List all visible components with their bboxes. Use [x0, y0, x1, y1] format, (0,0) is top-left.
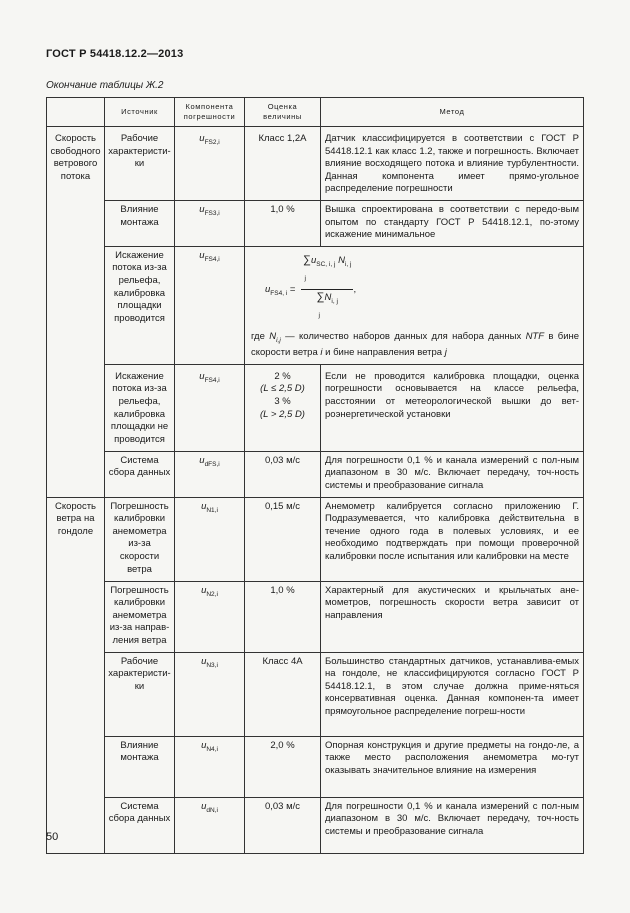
weighted-average-formula: $u_{FS4, i}$ = $\sum u_{SC, i, j}$ $N_{i, j}$ $_j$ $\sum N_{i, j}$ $_j$ ,: [251, 250, 579, 331]
method-cell: Большинство стандартных датчиков, устанавлива-емых на гондоле, не классифицируются согласно ГОСТ Р 54418.12.1, в этом случае должна приме-няться консервативная оценка. Данная компонен-та имеет прямоугольное распределение погреш-ности: [321, 652, 584, 736]
estimate-cell: 2 % (L ≤ 2,5 D) 3 % (L > 2,5 D): [245, 364, 321, 451]
symbol-letter: u: [199, 133, 205, 144]
table-row: [47, 246, 584, 364]
method-cell: Для погрешности 0,1 % и канала измерений с пол-ным диапазоном в 30 м/с. Включает передачу, точ-ность системы и преобразование сигнала: [321, 797, 584, 853]
page-number: 50: [46, 831, 59, 843]
formula-numerator: $\sum u_{SC, i, j}$ $N_{i, j}$ $_j$: [301, 254, 353, 290]
symbol-cell: [175, 200, 245, 246]
table-caption: Окончание таблицы Ж.2: [46, 80, 164, 91]
symbol-cell: [175, 652, 245, 736]
method-cell: Вышка спроектирована в соответствии с передо-вым опытом по стандарту ГОСТ Р 54418.12.1, по-этому искажение минимальное: [321, 200, 584, 246]
symbol-letter: u: [199, 454, 205, 466]
symbol-subscript: dFS,i: [204, 460, 220, 468]
formula-denominator: $\sum N_{i, j}$ $_j$: [316, 290, 338, 320]
table-row: [47, 200, 584, 246]
document-header: ГОСТ Р 54418.12.2—2013: [46, 48, 184, 60]
symbol-letter: u: [201, 500, 207, 512]
symbol-cell: [175, 497, 245, 581]
estimate-cell: 1,0 %: [245, 581, 321, 652]
group-source-nacelle: Скорость ветра на гондоле: [47, 497, 105, 853]
symbol-cell: [175, 364, 245, 451]
symbol-subscript: FS4,i: [204, 376, 220, 384]
table-row: [47, 581, 584, 652]
estimate-cell: Класс 1,2А: [245, 127, 321, 201]
symbol-subscript: dN,i: [206, 806, 218, 814]
estimate-cell: Класс 4А: [245, 652, 321, 736]
component-cell: Влияние монтажа: [105, 200, 175, 246]
header-source: Источник: [105, 98, 175, 127]
estimate-cell: 0,03 м/с: [245, 797, 321, 853]
component-cell: Система сбора данных: [105, 797, 175, 853]
component-cell: Погрешность калибровки анемометра из-за скорости ветра: [105, 497, 175, 581]
component-cell: Искажение потока из-за рельефа, калибровка площадки не проводится: [105, 364, 175, 451]
estimate-cell: 2,0 %: [245, 736, 321, 797]
symbol-subscript: N1,i: [206, 506, 218, 514]
table-row: [47, 127, 584, 201]
symbol-letter: u: [201, 584, 207, 596]
symbol-letter: u: [199, 370, 205, 382]
formula-explanation: где $N_{i,j}$ — количество наборов данных для набора данных NTF в бине скорости ветра i и бине направления ветра j: [251, 330, 580, 359]
symbol-cell: [175, 127, 245, 201]
estimate-cell: 0,15 м/с: [245, 497, 321, 581]
component-cell: Искажение потока из-за рельефа, калибровка площадки проводится: [105, 246, 175, 364]
header-method: Метод: [321, 98, 584, 127]
header-component: Компонента погрешности: [175, 98, 245, 127]
header-estimate: Оценка величины: [245, 98, 321, 127]
symbol-subscript: N4,i: [206, 745, 218, 753]
symbol-letter: u: [201, 800, 207, 812]
symbol-cell: [175, 451, 245, 497]
symbol-cell: [175, 797, 245, 853]
formula-fraction: [301, 254, 353, 325]
component-cell: Рабочие характеристи-ки: [105, 652, 175, 736]
symbol-subscript: FS4,i: [204, 255, 220, 263]
table-row: [47, 652, 584, 736]
symbol-cell: [175, 736, 245, 797]
table-header-row: [47, 98, 584, 127]
symbol-letter: u: [201, 739, 207, 751]
symbol-subscript: N2,i: [206, 590, 218, 598]
component-cell: Погрешность калибровки анемометра из-за направ-ления ветра: [105, 581, 175, 652]
symbol-letter: u: [201, 655, 207, 667]
table-row: [47, 797, 584, 853]
method-cell: Опорная конструкция и другие предметы на гондо-ле, а также место расположения анемометра мо-гут оказывать значительное влияние на измерения: [321, 736, 584, 797]
table-row: [47, 451, 584, 497]
table-row: [47, 497, 584, 581]
uncertainty-table: [46, 97, 584, 854]
component-cell: Система сбора данных: [105, 451, 175, 497]
symbol-subscript: FS2,i: [204, 138, 220, 146]
method-cell: Если не проводится калибровка площадки, оценка погрешности основывается на классе рельефа, расстоянии от метеорологической вышки до вет-роэнергетической установки: [321, 364, 584, 451]
estimate-cell: 0,03 м/с: [245, 451, 321, 497]
method-cell: Анемометр калибруется согласно приложению Г. Подразумевается, что калибровка действительна в течение одного года в полевых условиях, и ее необходимо подтверждать при помощи проверочной калибровки после испытания или калибровки на месте: [321, 497, 584, 581]
symbol-cell: [175, 246, 245, 364]
empty-header-cell: [47, 98, 105, 127]
component-cell: Влияние монтажа: [105, 736, 175, 797]
method-cell: Для погрешности 0,1 % и канала измерений с пол-ным диапазоном в 30 м/с. Включает передачу, точ-ность системы и преобразование сигнала: [321, 451, 584, 497]
component-cell: Рабочие характеристи-ки: [105, 127, 175, 201]
method-cell: Характерный для акустических и крыльчатых ане-мометров, погрешность скорости ветра зависит от направления: [321, 581, 584, 652]
symbol-letter: u: [199, 249, 205, 261]
symbol-letter: u: [199, 203, 205, 215]
group-source-free-stream: Скорость свободного ветрового потока: [47, 127, 105, 498]
table-row: [47, 736, 584, 797]
symbol-subscript: N3,i: [206, 661, 218, 669]
formula-method-cell: [245, 246, 584, 364]
estimate-cell: 1,0 %: [245, 200, 321, 246]
symbol-cell: [175, 581, 245, 652]
symbol-subscript: FS3,i: [204, 209, 220, 217]
method-cell: Датчик классифицируется в соответствии с ГОСТ Р 54418.12.1 как класс 1.2, также и погрешность. Включает влияние восходящего потока и влияние турбулентности. Данная компонента имеет прямо-угольное распределение погрешности: [321, 127, 584, 201]
table-row: [47, 364, 584, 451]
